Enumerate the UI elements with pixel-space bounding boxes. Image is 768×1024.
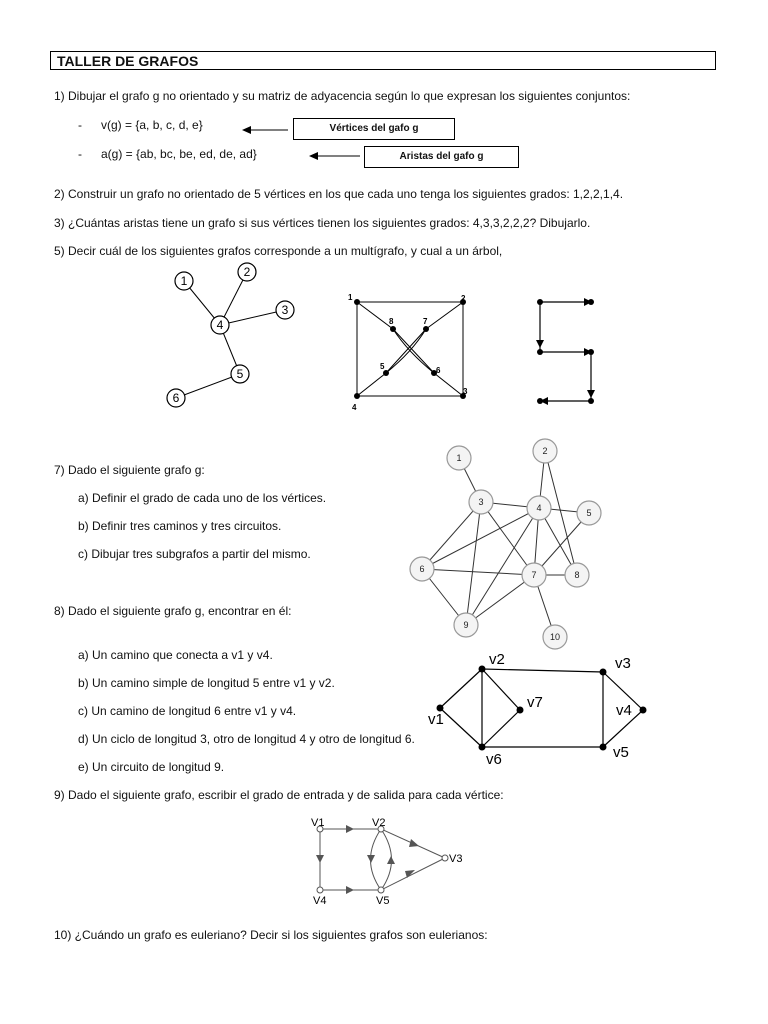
graph-7-node-label: 1 (456, 453, 462, 463)
graph-8-node-label: v1 (428, 711, 444, 728)
set-edges: a(g) = {ab, bc, be, ed, de, ad} (101, 147, 257, 161)
graph-9-arrows (316, 825, 419, 894)
tree-node-label: 2 (243, 265, 251, 279)
square-node-label: 8 (389, 317, 394, 326)
question-7b: b) Definir tres caminos y tres circuitos. (78, 519, 282, 533)
label-box-edges: Aristas del gafo g (364, 146, 519, 168)
graph-9-node-label: V3 (449, 853, 463, 865)
graph-7-node-label: 2 (542, 446, 548, 456)
question-1: 1) Dibujar el grafo g no orientado y su matriz de adyacencia según lo que expresan los siguientes conjuntos: (54, 89, 631, 103)
graph-7-node-label: 9 (463, 620, 469, 630)
graph-7-node-label: 10 (549, 632, 561, 642)
arrow-down-icon (316, 855, 324, 863)
square-node-label: 7 (423, 317, 428, 326)
tree-node-label: 4 (216, 318, 224, 332)
square-node-label: 5 (380, 362, 385, 371)
arrow-right-icon (346, 825, 354, 833)
square-node-label: 4 (352, 403, 357, 412)
square-node-label: 6 (436, 366, 441, 375)
question-3: 3) ¿Cuántas aristas tiene un grafo si sus vértices tienen los siguientes grados: 4,3,3,2,2,2? Dibujarlo. (54, 216, 591, 230)
question-10: 10) ¿Cuándo un grafo es euleriano? Decir si los siguientes grafos son eulerianos: (54, 928, 488, 942)
graph-7-node-label: 4 (536, 503, 542, 513)
page-title: TALLER DE GRAFOS (57, 53, 199, 69)
graph-9-node-label: V2 (372, 817, 386, 829)
graph-8-node-label: v4 (616, 702, 632, 719)
label-box-vertices: Vértices del gafo g (293, 118, 455, 140)
question-8c: c) Un camino de longitud 6 entre v1 y v4. (78, 704, 297, 718)
graph-9-nodes (317, 826, 448, 893)
graph-8-node-label: v5 (613, 744, 629, 761)
tree-node-label: 3 (281, 303, 289, 317)
graph-8-node-label: v6 (486, 751, 502, 768)
question-9: 9) Dado el siguiente grafo, escribir el grado de entrada y de salida para cada vértice: (54, 788, 504, 802)
arrow-up-icon (387, 856, 395, 864)
question-7: 7) Dado el siguiente grafo g: (54, 463, 205, 477)
graph-9-node-label: V1 (311, 817, 325, 829)
graph-9-node-label: V5 (376, 895, 390, 907)
graph-8-node-label: v7 (527, 694, 543, 711)
graph-8-node-label: v3 (615, 655, 631, 672)
question-8d: d) Un ciclo de longitud 3, otro de longitud 4 y otro de longitud 6. (78, 732, 415, 746)
square-node-label: 2 (461, 294, 466, 303)
tree-node-label: 1 (180, 274, 188, 288)
dash-2: - (78, 147, 82, 161)
question-2: 2) Construir un grafo no orientado de 5 vértices en los que cada uno tenga los siguientes grados: 1,2,2,1,4. (54, 187, 624, 201)
dash-1: - (78, 118, 82, 132)
question-7c: c) Dibujar tres subgrafos a partir del mismo. (78, 547, 311, 561)
tree-node-label: 5 (236, 367, 244, 381)
question-5: 5) Decir cuál de los siguientes grafos corresponde a un multígrafo, y cual a un árbol, (54, 244, 503, 258)
graph-7-node-label: 8 (574, 570, 580, 580)
graph-7-node-label: 7 (531, 570, 537, 580)
graph-8-node-label: v2 (489, 651, 505, 668)
graph-7-node-label: 3 (478, 497, 484, 507)
question-7a: a) Definir el grado de cada uno de los vértices. (78, 491, 327, 505)
question-8e: e) Un circuito de longitud 9. (78, 760, 225, 774)
question-8a: a) Un camino que conecta a v1 y v4. (78, 648, 273, 662)
question-8b: b) Un camino simple de longitud 5 entre v1 y v2. (78, 676, 335, 690)
question-8: 8) Dado el siguiente grafo g, encontrar en él: (54, 604, 292, 618)
graph-7-node-label: 6 (419, 564, 425, 574)
arrow-right-icon (409, 839, 419, 847)
square-node-label: 1 (348, 293, 353, 302)
graph-9-node-label: V4 (313, 895, 327, 907)
set-vertices: v(g) = {a, b, c, d, e} (101, 118, 203, 132)
graph-9-edges (320, 829, 445, 890)
graph-7-node-label: 5 (586, 508, 592, 518)
tree-node-label: 6 (172, 391, 180, 405)
arrow-right-icon (346, 886, 354, 894)
square-node-label: 3 (463, 387, 468, 396)
arrow-down-icon (367, 855, 375, 863)
